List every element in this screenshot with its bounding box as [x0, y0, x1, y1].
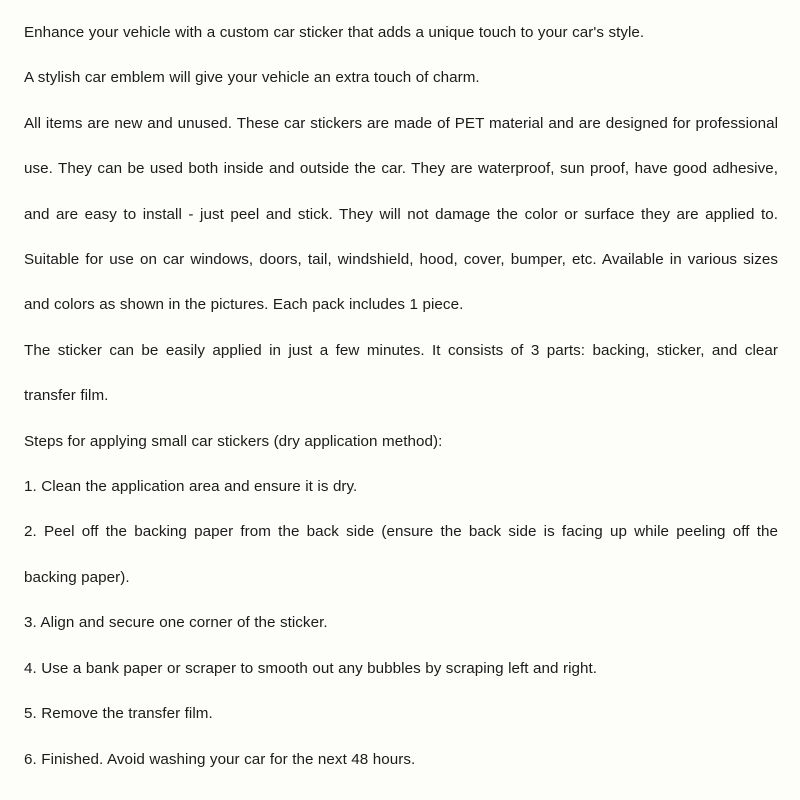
step-item-6: 6. Finished. Avoid washing your car for the next 48 hours. [24, 750, 416, 768]
steps-heading: Steps for applying small car stickers (dry application method): [24, 432, 443, 450]
step-item-3: 3. Align and secure one corner of the sticker. [24, 614, 328, 632]
paragraph-intro-enhance: Enhance your vehicle with a custom car sticker that adds a unique touch to your car's style. [24, 24, 645, 41]
step-item-1: 1. Clean the application area and ensure it is dry. [24, 478, 358, 496]
paragraph-product-details: All items are new and unused. These car stickers are made of PET material and are designed for professional use. They can be used both inside and outside the car. They are waterproof, sun proof, have good adhesive, and are easy to install - just peel and stick. They will not damage the color or surface they are applied to. Suitable for use on car windows, doors, tail, windshield, hood, cover, bumper, etc. Available in various sizes and colors as shown in the pictures. Each pack includes 1 piece. [24, 114, 778, 314]
step-item-5: 5. Remove the transfer film. [24, 705, 213, 723]
step-item-2: 2. Peel off the backing paper from the back side (ensure the back side is facing up while peeling off the backing paper). [24, 523, 778, 586]
paragraph-application-overview: The sticker can be easily applied in just a few minutes. It consists of 3 parts: backing, sticker, and clear transfer film. [24, 341, 778, 405]
step-item-4: 4. Use a bank paper or scraper to smooth out any bubbles by scraping left and right. [24, 659, 598, 677]
paragraph-intro-emblem: A stylish car emblem will give your vehicle an extra touch of charm. [24, 69, 480, 87]
